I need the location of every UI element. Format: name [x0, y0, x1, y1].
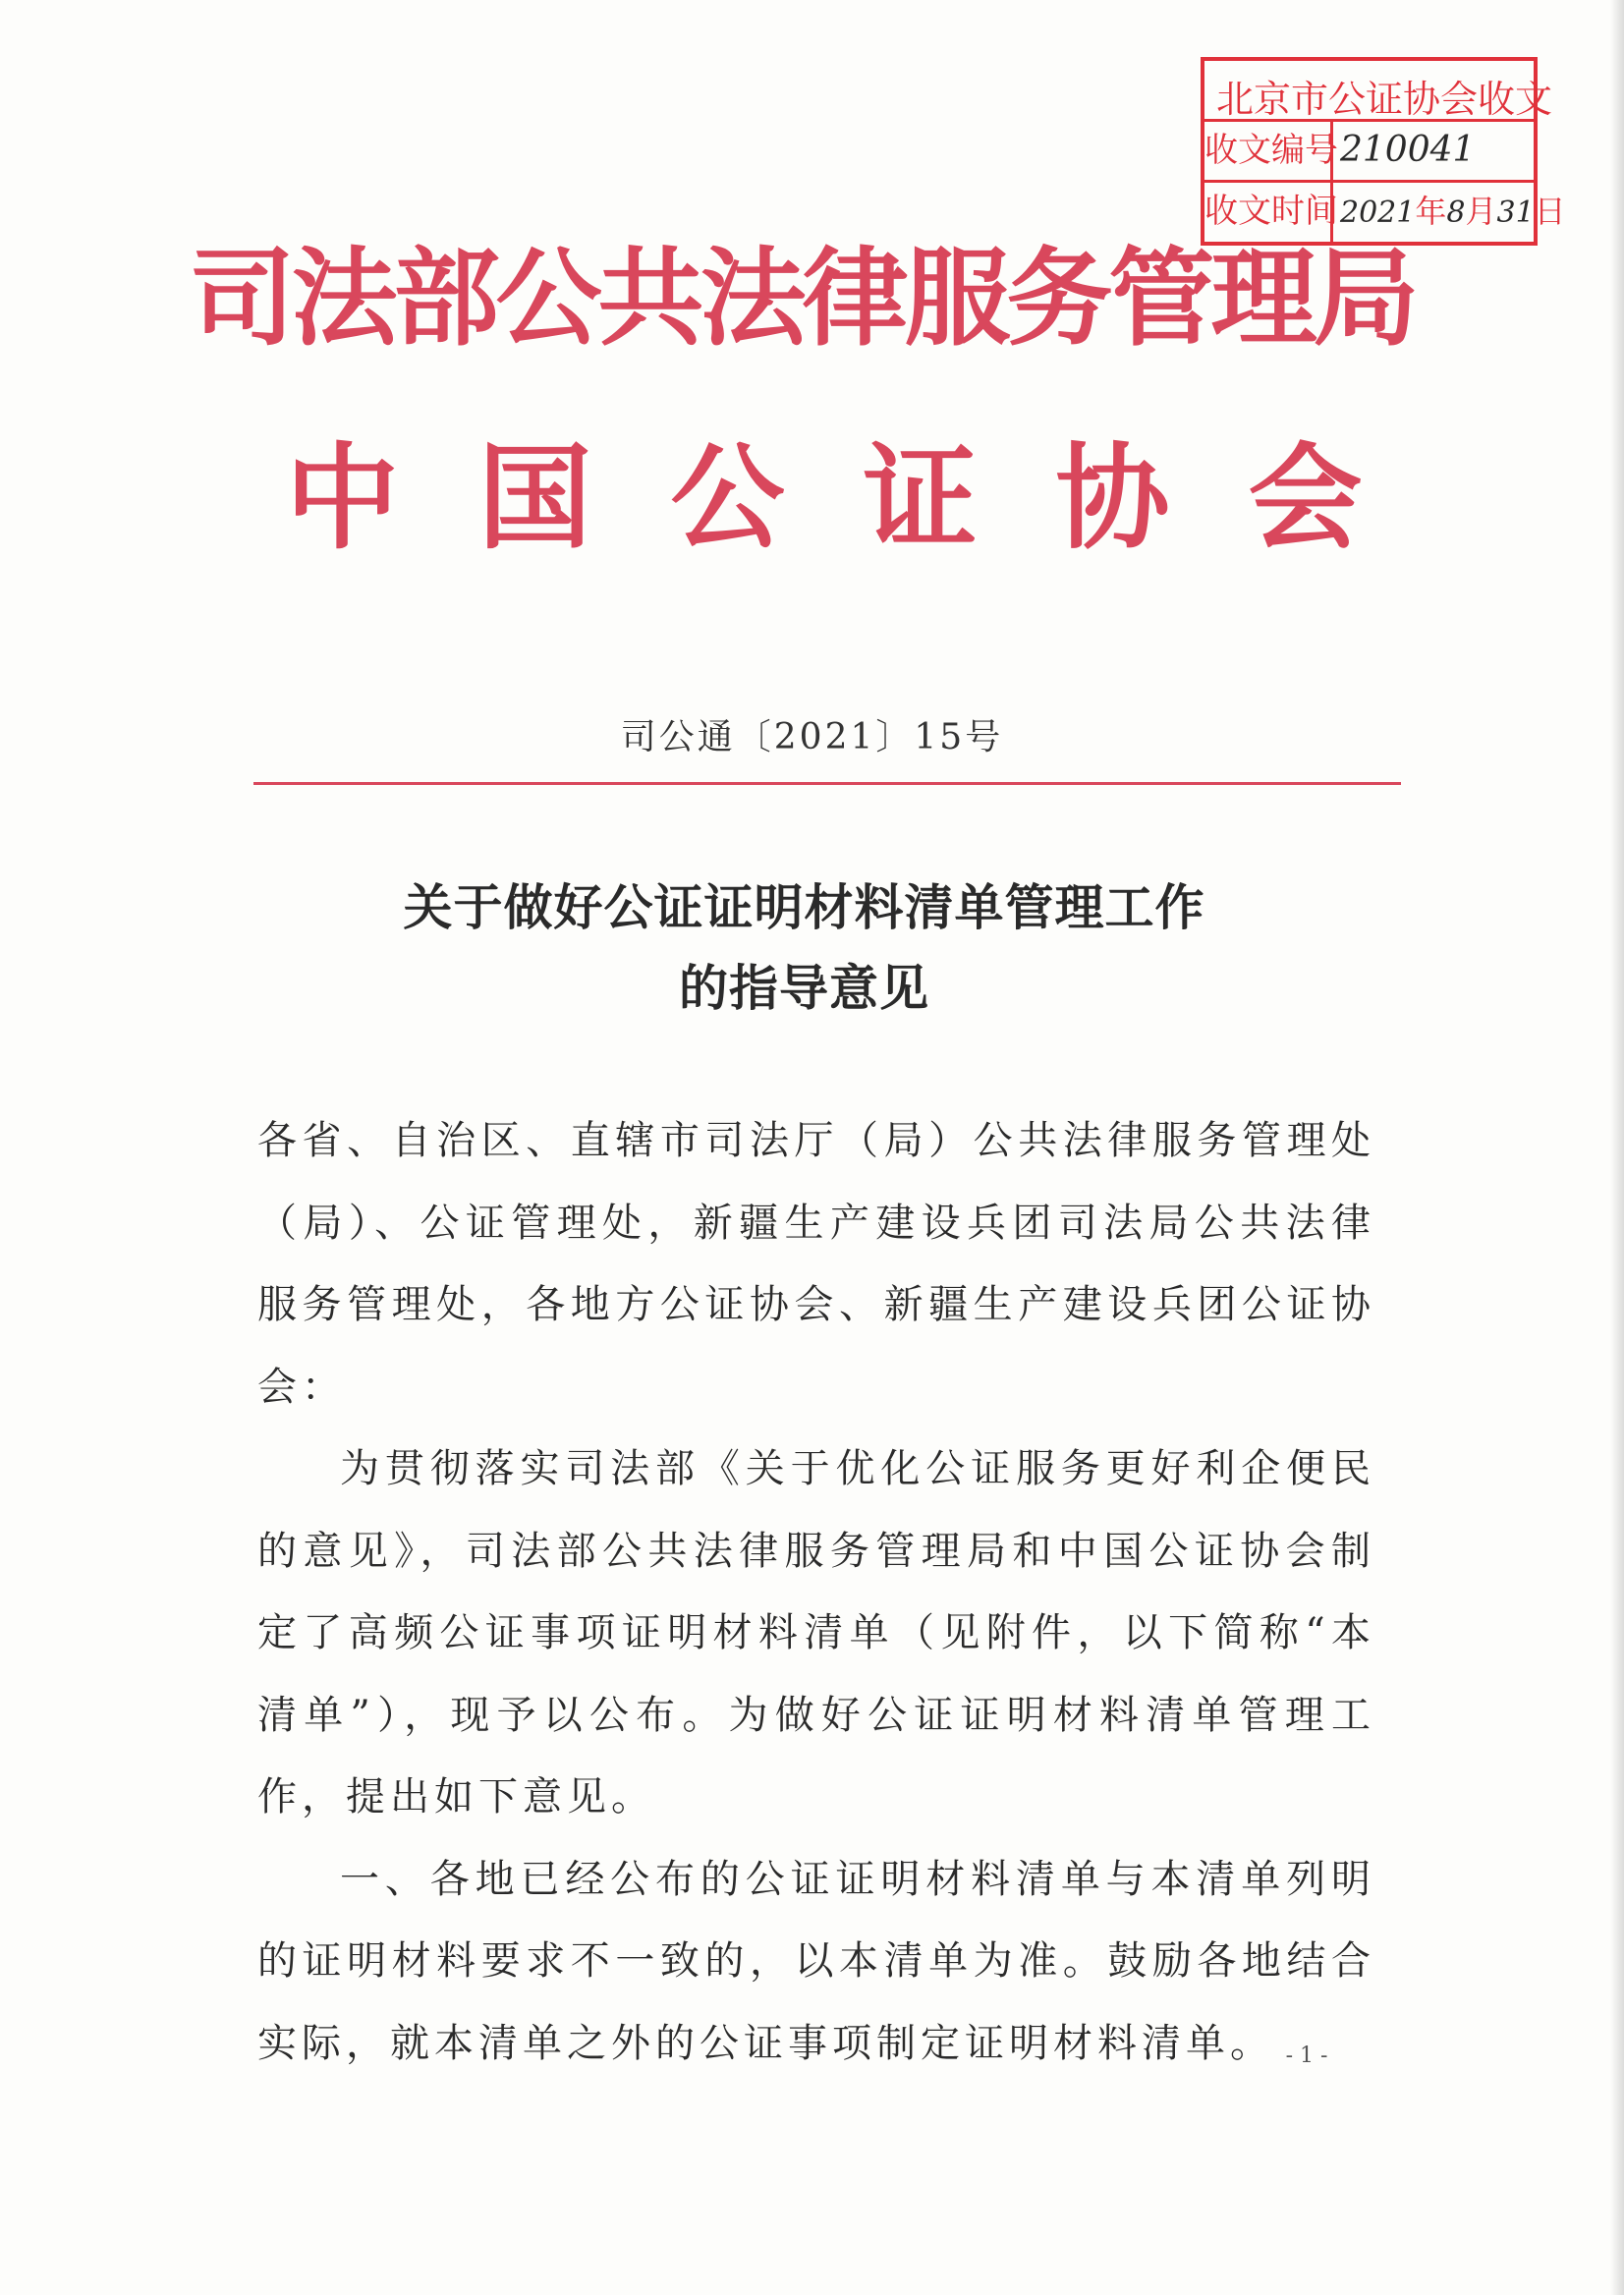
- letterhead-divider: [253, 782, 1401, 785]
- issuer-name-ministry: 司法部公共法律服务管理局: [189, 238, 1416, 361]
- stamp-title: 北京市公证协会收文: [1216, 78, 1553, 121]
- body-paragraph-2: 一、各地已经公布的公证证明材料清单与本清单列明的证明材料要求不一致的，以本清单为准。鼓励各地结合实际，就本清单之外的公证事项制定证明材料清单。: [257, 1856, 1375, 2066]
- receipt-stamp: [1201, 57, 1566, 246]
- stamp-date-month-unit: 月: [1465, 193, 1497, 230]
- stamp-number-row: [1204, 122, 1534, 183]
- stamp-number-value: 210041: [1340, 130, 1476, 170]
- issuer-name-association: 中国公证协会: [285, 432, 1441, 565]
- stamp-date-day-unit: 日: [1534, 193, 1566, 230]
- stamp-date-year-unit: 年: [1415, 193, 1447, 230]
- page-number: - 1 -: [1285, 2043, 1328, 2068]
- stamp-date-value: [1340, 183, 1566, 242]
- stamp-date-month: 8: [1446, 196, 1466, 230]
- addressee-paragraph: 各省、自治区、直辖市司法厅（局）公共法律服务管理处（局）、公证管理处，新疆生产建设兵团司法局公共法律服务管理处，各地方公证协会、新疆生产建设兵团公证协会：: [257, 1118, 1375, 1410]
- document-body: [257, 1100, 1375, 2085]
- stamp-number-label: 收文编号: [1204, 122, 1333, 180]
- stamp-date-year: 2021: [1340, 196, 1416, 230]
- stamp-date-label: 收文时间: [1204, 183, 1333, 242]
- stamp-date-row: [1204, 183, 1566, 242]
- body-paragraph-1: 为贯彻落实司法部《关于优化公证服务更好利企便民的意见》，司法部公共法律服务管理局和中国公证协会制定了高频公证事项证明材料清单（见附件，以下简称“本清单”），现予以公布。为做好公证证明材料清单管理工作，提出如下意见。: [257, 1446, 1375, 1819]
- document-number: 司公通〔2021〕15号: [620, 717, 1004, 757]
- document-title-line-2: 的指导意见: [679, 960, 929, 1017]
- stamp-date-day: 31: [1496, 196, 1535, 230]
- document-title-line-1: 关于做好公证证明材料清单管理工作: [403, 879, 1205, 936]
- stamp-title-row: [1204, 61, 1553, 122]
